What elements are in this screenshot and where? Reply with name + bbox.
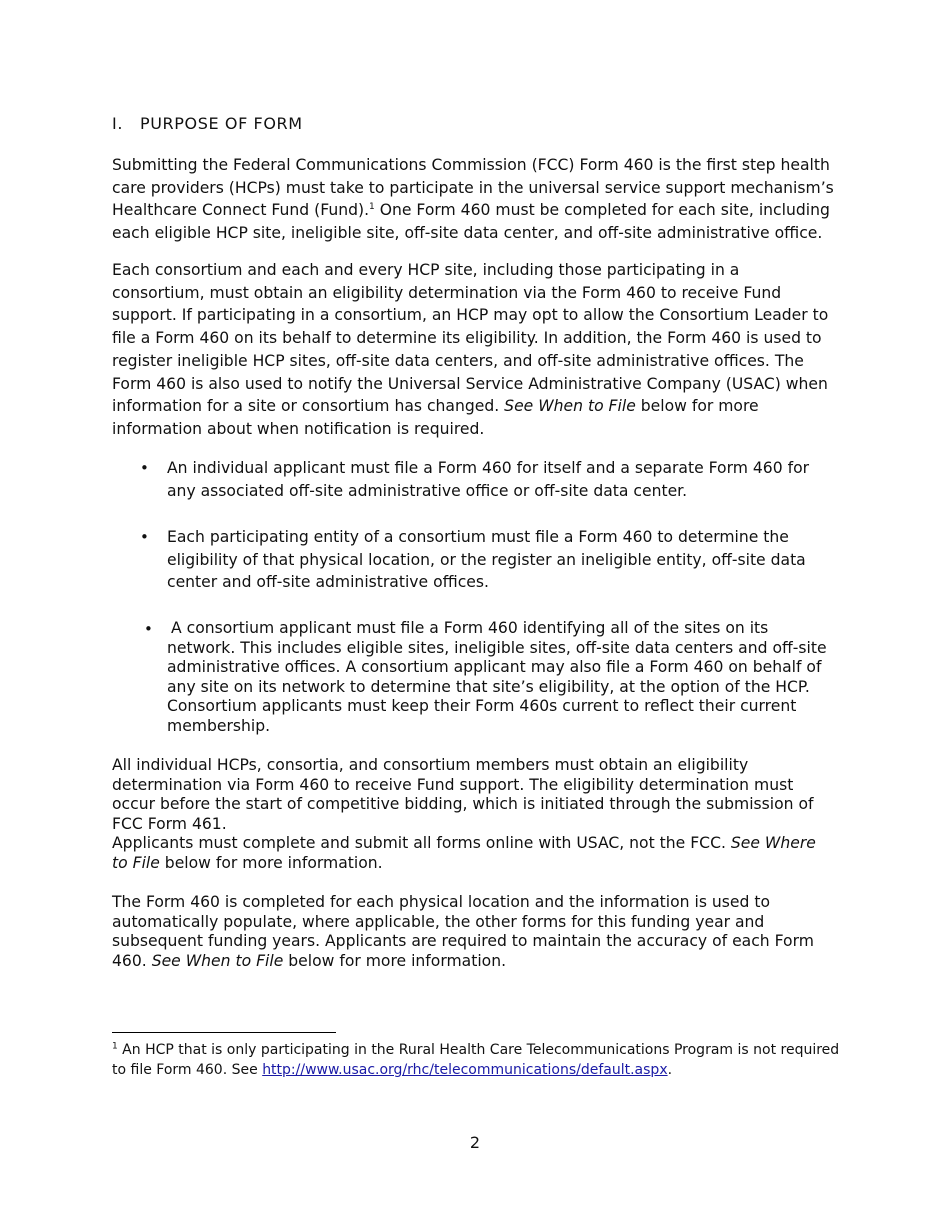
paragraph-eligibility bbox=[112, 259, 836, 441]
bullet-item-text-continued: Consortium applicants must keep their Form 460s current to reflect their current membership. bbox=[167, 697, 797, 735]
footnote-text: An HCP that is only participating in the Rural Health Care Telecommunications Program is not required to file Form 460. See bbox=[112, 1042, 840, 1078]
bullet-item: Each participating entity of a consortium must file a Form 460 to determine the eligibility of that physical location, or the register an ineligible entity, off-site data center and off-site administrative offices. bbox=[167, 528, 806, 592]
footnote-marker: 1 bbox=[112, 1041, 118, 1052]
bullet-item-text: A consortium applicant must file a Form 460 identifying all of the sites on its network. This includes eligible sites, ineligible sites, off-site data centers and off-site administrative offices. A consortium applicant may also file a Form 460 on behalf of any site on its network to determine that site’s eligibility, at the option of the HCP. bbox=[167, 619, 827, 696]
paragraph-text: Submitting the Federal Communications Commission (FCC) Form 460 is the first step health care providers (HCPs) must take to participate in the universal service support mechanism’s Healthcare Connect Fund (Fund). bbox=[112, 156, 834, 220]
paragraph-text: The Form 460 is completed for each physical location and the information is used to automatically populate, where applicable, the other forms for this funding year and subsequent funding years. Applicants are required to maintain the accuracy of each Form 460. bbox=[112, 893, 814, 970]
paragraph-text-continued: below for more information. bbox=[159, 853, 383, 872]
paragraph-submission bbox=[112, 834, 836, 873]
bullet-item: An individual applicant must file a Form 460 for itself and a separate Form 460 for any associated off-site administrative office or off-site data center. bbox=[167, 459, 810, 500]
footnote-text-end: . bbox=[667, 1062, 673, 1078]
paragraph-text-continued: One Form 460 must be completed for each site, including each eligible HCP site, ineligible site, off-site data center, and off-site administrative office. bbox=[112, 201, 830, 243]
paragraph-text-continued: below for more information. bbox=[283, 951, 507, 970]
section-title: PURPOSE OF FORM bbox=[140, 114, 303, 133]
bullet-item bbox=[167, 619, 835, 737]
section-number: I. bbox=[112, 114, 124, 133]
see-reference: See Where to File bbox=[112, 834, 816, 872]
bullet-icon: • bbox=[144, 620, 153, 638]
paragraph-text: Each consortium and each and every HCP site, including those participating in a consortium, must obtain an eligibility determination via the Form 460 to receive Fund support. If participating in a consortium, an HCP may opt to allow the Consortium Leader to file a Form 460 on its behalf to determine its eligibility. In addition, the Form 460 is used to register ineligible HCP sites, off-site data centers, and off-site administrative offices. The Form 460 is also used to notify the Universal Service Administrative Company (USAC) when information for a site or consortium has changed. bbox=[112, 261, 829, 416]
footnote bbox=[112, 1040, 842, 1080]
paragraph-location bbox=[112, 893, 836, 971]
section-heading bbox=[112, 114, 303, 133]
bullet-icon: • bbox=[140, 528, 149, 546]
see-reference: See When to File bbox=[504, 397, 636, 416]
page-number: 2 bbox=[469, 1133, 481, 1152]
see-reference: See When to File bbox=[151, 951, 284, 970]
paragraph-determination: All individual HCPs, consortia, and consortium members must obtain an eligibility determination via Form 460 to receive Fund support. The eligibility determination must occur before the start of competitive bidding, which is initiated through the submission of FCC Form 461. bbox=[112, 756, 814, 833]
bullet-icon: • bbox=[140, 459, 149, 477]
paragraph-purpose bbox=[112, 154, 836, 245]
footnote-reference[interactable]: 1 bbox=[369, 202, 375, 213]
footnote-link[interactable]: http://www.usac.org/rhc/telecommunications/default.aspx bbox=[262, 1062, 668, 1078]
footnote-separator bbox=[112, 1032, 336, 1033]
paragraph-text-continued: below for more information about when notification is required. bbox=[112, 397, 759, 438]
paragraph-text: Applicants must complete and submit all forms online with USAC, not the FCC. bbox=[112, 834, 731, 852]
